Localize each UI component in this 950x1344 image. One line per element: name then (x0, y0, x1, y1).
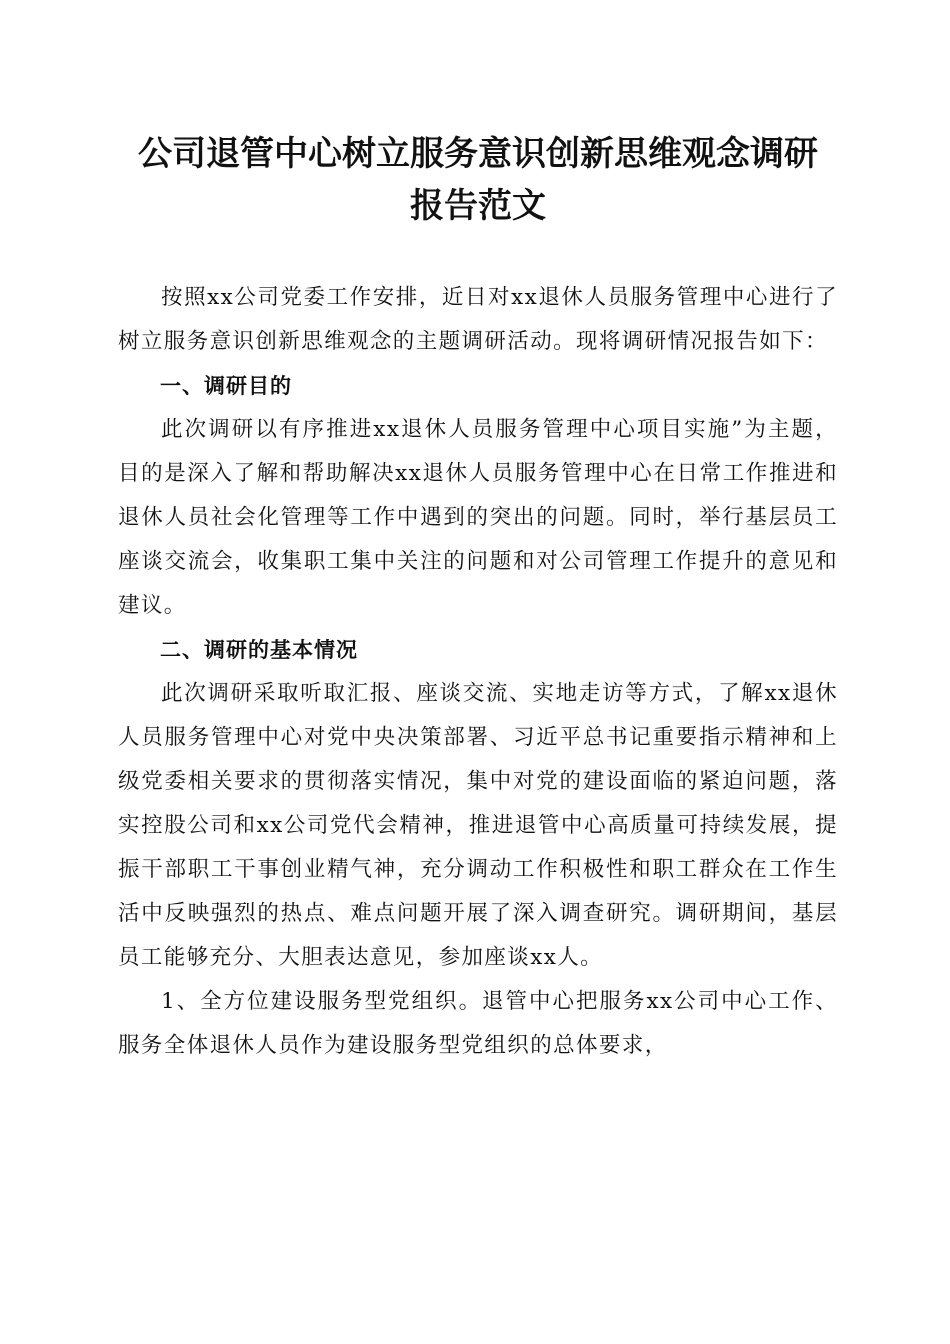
intro-paragraph: 按照xx公司党委工作安排，近日对xx退休人员服务管理中心进行了树立服务意识创新思维观念的主题调研活动。现将调研情况报告如下： (118, 285, 838, 354)
title-line-2: 报告范文 (410, 186, 546, 226)
document-title (118, 128, 838, 232)
section-heading-purpose: 一、调研目的 (160, 374, 292, 398)
purpose-paragraph: 此次调研以有序推进xx退休人员服务管理中心项目实施”为主题，目的是深入了解和帮助解决xx退休人员服务管理中心在日常工作推进和退休人员社会化管理等工作中遇到的突出的问题。同时，举行基层员工座谈交流会，收集职工集中关注的问题和对公司管理工作提升的意见和建议。 (118, 417, 838, 618)
basic-situation-paragraph: 此次调研采取听取汇报、座谈交流、实地走访等方式，了解xx退休人员服务管理中心对党中央决策部署、习近平总书记重要指示精神和上级党委相关要求的贯彻落实情况，集中对党的建设面临的紧迫问题，落实控股公司和xx公司党代会精神，推进退管中心高质量可持续发展，提振干部职工干事创业精气神，充分调动工作积极性和职工群众在工作生活中反映强烈的热点、难点问题开展了深入调查研究。调研期间，基层员工能够充分、大胆表达意见，参加座谈xx人。 (118, 681, 838, 970)
title-line-1: 公司退管中心树立服务意识创新思维观念调研 (138, 134, 818, 174)
item-1-paragraph: 1、全方位建设服务型党组织。退管中心把服务xx公司中心工作、服务全体退休人员作为建设服务型党组织的总体要求， (118, 989, 838, 1058)
document-page (118, 128, 838, 1068)
document-body (118, 276, 838, 1068)
section-heading-basic-situation: 二、调研的基本情况 (160, 638, 358, 662)
